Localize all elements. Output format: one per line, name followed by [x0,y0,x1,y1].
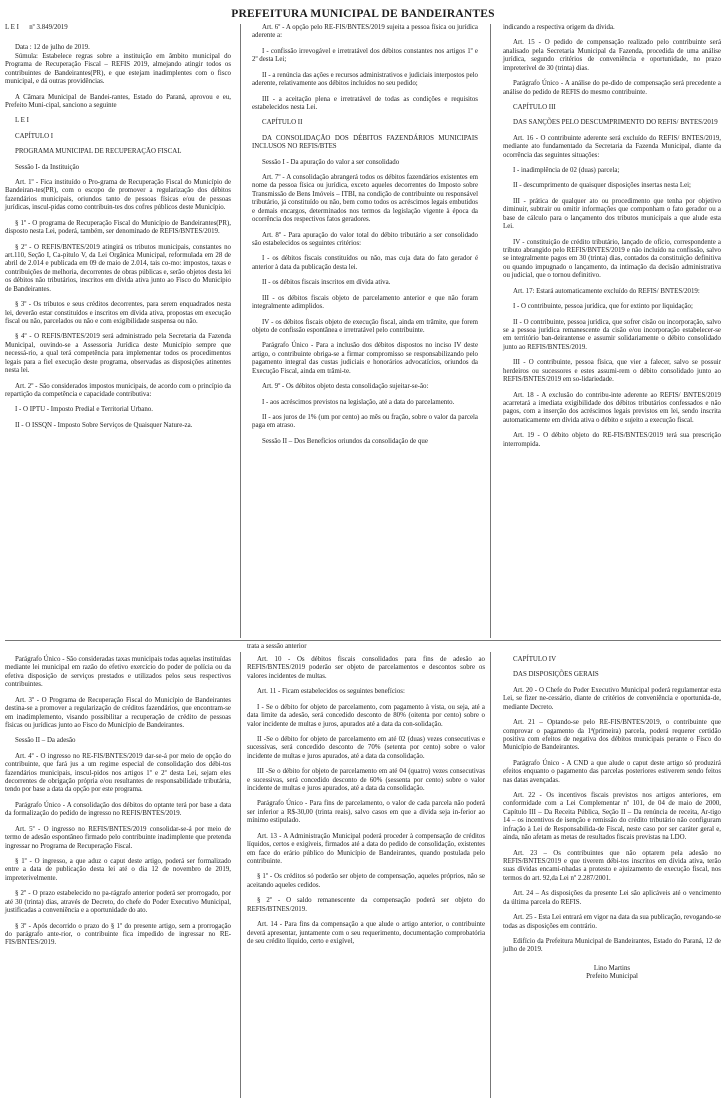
paragraph: § 2º - O saldo remanescente da compensação poderá ser objeto do REFIS/BTNES/2019. [247,897,485,913]
paragraph: § 3º - Após decorrido o prazo do § 1º do presente artigo, sem a prorrogação do parágrafo ante-rior, o contribuinte fica impedido de ingressar no RE-FIS/BNTES/2019. [5,922,231,947]
paragraph: Art. 1º - Fica instituído o Pro-grama de Recuperação Fiscal do Município de Bandeiran-tes(PR), com o escopo de promover a regularização dos débitos fazendários municipais, oriundos tanto de pessoas físicas e/ou de pessoas jurídicas, inscul-pidas como contribuin-tes dos cofres públicos deste Município. [5,179,231,212]
column-4 [5,656,231,955]
paragraph: IV - constituição de crédito tributário, lançado de ofício, correspondente a tributo abrangido pelo REFIS/BNTES/2019 e não incluído na confissão, salvo se integralmente pagos em 30 (trinta) dias, contados da constituição definitiva ou quando impugnado o lançamento, da intimação da decisão administrativa ou judicial, que o tornou definitivo. [503,238,721,280]
chapter-title: DAS DISPOSIÇÕES GERAIS [513,671,599,679]
column-divider [490,652,491,1098]
continuation-line: trata a sessão anterior [247,643,307,650]
masthead: PREFEITURA MUNICIPAL DE BANDEIRANTES [231,8,495,20]
paragraph: § 1º - O programa de Recuperação Fiscal do Município de Bandeirantes(PR), disposto nesta Lei, poderá, também, ser denominado de REFIS/BNTES/2019. [5,219,231,236]
paragraph: Art. 20 - O Chefe do Poder Executivo Municipal poderá regulamentar esta Lei, se fizer ne-cessário, diante de critérios de conveniência e oportunida-de, mediante Decreto. [503,686,721,711]
paragraph: Parágrafo Único - A análise do pe-dido de compensação será precedente a análise do pedido de REFIS do mesmo contribuinte. [503,80,721,96]
paragraph: IV - os débitos fiscais objeto de execução fiscal, ainda em trâmite, que forem objeto de confissão espontânea e irretratável pelo contribuinte. [252,318,478,334]
paragraph: § 4º - O REFIS/BNTES/2019 será administrado pela Secretaria da Fazenda Municipal, ouvindo-se a Assessoria Jurídica deste Município sempre que necessá-rio, a qual terá competência para implementar todos os procedimentos legais para a fiel execução deste programa, observadas as disposições atinentes nesta lei. [5,333,231,375]
chapter-heading: CAPÍTULO III [513,103,556,111]
paragraph: Súmula: Estabelece regras sobre a instituição em âmbito municipal do Programa de Recuperação Fiscal – REFIS 2019, almejando atingir todos os contribuintes de Bandeirantes(PR), e que estejam inadimplentes com o fisco municipal, e dá outras providências. [5,52,231,86]
paragraph: I - O contribuinte, pessoa jurídica, que for extinto por liquidação; [513,303,693,311]
paragraph: Art. 23 – Os contribuintes que não optarem pela adesão no REFIS/BNTES/2019 e que tiverem débi-tos inscritos em dívida ativa, terão suas dívidas encami-nhadas a protesto e ajuizamento de execução fiscal, nos termos do art. 92,da Lei nº 2.287/2001. [503,849,721,882]
paragraph: I - aos acréscimos previstos na legislação, até a data do parcelamento. [262,398,455,406]
signature-title: Prefeito Municipal [586,973,638,981]
paragraph: A Câmara Municipal de Bandei-rantes, Estado do Paraná, aprovou e eu, Prefeito Muni-cipal, sanciono a seguinte [5,93,231,109]
section-heading: Sessão II – Da adesão [15,737,76,745]
paragraph: I - confissão irrevogável e irretratável dos débitos constantes nos artigos 1º e 2º desta Lei; [252,47,478,64]
paragraph: II -Se o débito for objeto de parcelamento em até 02 (duas) vezes consecutivas e sucessivas, será concedido desconto de 70% (setenta por cento) sobre o valor incidente de multas e juros apurados, até a data da consolidação. [247,735,485,760]
paragraph: II - O contribuinte, pessoa jurídica, que sofrer cisão ou incorporação, salvo se a pessoa jurídica remanescente da cisão e/ou incorporação estabelecer-se em território ban-deirantense e assumir solidariamente o débito consolidado junto ao REFIS/BNTES/2019. [503,318,721,351]
chapter-title: PROGRAMA MUNICIPAL DE RECUPERAÇÃO FISCAL [15,148,182,156]
paragraph: I - os débitos fiscais constituídos ou não, mas cuja data do fato gerador é anterior à data da publicação desta lei. [252,255,478,271]
paragraph: Parágrafo Único - Para a inclusão dos débitos dispostos no inciso IV deste artigo, o contribuinte obriga-se a firmar compromisso se responsabilizando pelo pagamento integral das custas judiciais e honorários advocatícios, oriundos da Execução Fiscal, ainda em trâmi-te. [252,342,478,375]
paragraph: Art. 7º - A consolidação abrangerá todos os débitos fazendários existentes em nome da pessoa física ou jurídica, exceto aqueles decorrentes do Imposto sobre Transmissão de Bens Imóveis – ITBI, na condição de contribuinte ou responsável tributário, já constituído ou não, bem como todos os acréscimos legais embutidos e demais encargos, determinados nos termos da legislação vigente à época da ocorrência dos respectivos fatos geradores. [252,174,478,224]
paragraph: Art. 24 – As disposições da presente Lei são aplicáveis até o vencimento da última parcela do REFIS. [503,890,721,906]
section-heading: Sessão II – Dos Benefícios oriundos da consolidação de que [262,437,428,445]
paragraph: § 2º - O prazo estabelecido no pa-rágrafo anterior poderá ser prorrogado, por até 30 (trinta) dias, através de Decreto, do chefe do Poder Executivo Municipal, justificadas a conveniência e a oportunidade do ato. [5,890,231,915]
chapter-heading: CAPÍTULO II [262,119,303,127]
column-5 [247,656,485,953]
paragraph: III - O contribuinte, pessoa física, que vier a falecer, salvo se possuir herdeiros ou sucessores e estes assumi-rem o débito consolidado junto ao REFIS/BNTES/2019 em so-lidariedade. [503,359,721,384]
paragraph: Art. 6º - A opção pelo RE-FIS/BNTES/2019 sujeita a pessoa física ou jurídica aderente a: [252,24,478,40]
paragraph: Art. 10 - Os débitos fiscais consolidados para fins de adesão ao REFIS/BNTES/2019 poderão ser objeto de parcelamentos e descontos sobre os valores incidentes de multas. [247,656,485,680]
paragraph: Art. 18 - A exclusão do contribu-inte aderente ao REFIS/ BNTES/2019 acarretará a imediata exigibilidade dos débitos tributários confessados e não pagos, com a inserção dos acréscimos legais previstos em lei, sendo inscrita automaticamente em dívida ativa o débito e sujeito a execução fiscal. [503,391,721,424]
paragraph: III - prática de qualquer ato ou procedimento que tenha por objetivo diminuir, subtrair ou omitir informações que componham o fato gerador ou a base de cálculo para o lançamento dos tributos municipais a que alude esta Lei. [503,197,721,231]
paragraph: I - Se o débito for objeto de parcelamento, com pagamento à vista, ou seja, até a data limite da adesão, será concedido desconto de 80% (oitenta por cento) sobre o valor incidente de multas e juros, apurados até a data da con-solidação. [247,703,485,728]
column-divider [490,24,491,638]
paragraph: Parágrafo Único - Para fins de parcelamento, o valor de cada parcela não poderá ser inferior a R$-30,00 (trinta reais), salvo casos em que a dívida seja in-ferior ao mínimo estipulado. [247,800,485,825]
paragraph: § 1º - O ingresso, a que aduz o caput deste artigo, poderá ser formalizado entre a data de publicação desta lei até o dia 12 de novembro de 2019, impreterivelmente. [5,858,231,882]
paragraph: Art. 11 - Ficam estabelecidos os seguintes benefícios: [257,688,405,696]
section-heading: Sessão I - Da apuração do valor a ser consolidado [262,158,400,166]
paragraph: Data : 12 de julho de 2019. [15,44,90,52]
paragraph: II - os débitos fiscais inscritos em dívida ativa. [262,279,391,287]
paragraph: II - O ISSQN - Imposto Sobre Serviços de Quaisquer Nature-za. [15,421,193,429]
paragraph: I - O IPTU - Imposto Predial e Territorial Urbano. [15,406,153,414]
section-heading: Sessão I- da Instituição [15,163,80,171]
paragraph: Art. 19 - O débito objeto do RE-FIS/BNTES/2019 terá sua prescrição interrompida. [503,432,721,448]
paragraph: § 1º - Os créditos só poderão ser objeto de compensação, aqueles próprios, não se aceitando aqueles cedidos. [247,873,485,889]
law-number: L E I nº 3.849/2019 [5,24,68,31]
paragraph: Art. 3º - O Programa de Recuperação Fiscal do Município de Bandeirantes destina-se a promover a regularização de créditos fazendários, que encontram-se em inadimplemento, visando possibilitar a recuperação de crédito de pessoas físicas ou jurídicas junto ao Fisco do Município de Bandeirantes. [5,696,231,729]
paragraph: Art. 5º - O ingresso no REFIS/BNTES/2019 consolidar-se-á por meio de termo de adesão espontâneo firmado pelo contribuinte inadimplente que pretenda ingressar no Programa de Recuperação Fiscal. [5,825,231,850]
chapter-heading: CAPÍTULO IV [513,656,557,663]
paragraph: Parágrafo Único - A CND a que alude o caput deste artigo só produzirá efeitos enquanto o pagamento das parcelas posteriores estiverem sendo feitos nas datas avençadas. [503,759,721,784]
column-divider [240,24,241,638]
paragraph: III - a aceitação plena e irretratável de todas as condições e requisitos estabelecidos nesta Lei. [252,95,478,111]
paragraph: III -Se o débito for objeto de parcelamento em até 04 (quatro) vezes consecutivas e sucessivas, será concedido desconto de 60% (sessenta por cento) sobre o valor incidente de multas e juros apurados, até a data da consolidação. [247,768,485,793]
paragraph: Parágrafo Único - A consolidação dos débitos do optante terá por base a data da formalização do pedido de ingresso no REFIS/BNTES/2019. [5,801,231,818]
column-1 [5,24,231,437]
chapter-heading: CAPÍTULO I [15,132,54,140]
paragraph: Art. 14 - Para fins da compensação a que alude o artigo anterior, o contribuinte deverá apresentar, juntamente com o seu requerimento, documentação comprobatória de seu crédito líquido, certo e exigível, [247,921,485,945]
paragraph: Art. 4º - O ingresso no RE-FIS/BNTES/2019 dar-se-á por meio de opção do contribuinte, que fará jus a um regime especial de consolidação dos débi-tos fazendários municipais, inscul-pidos nos artigos 1º e 2º desta Lei, sejam eles decorrentes de obrigação própria e/ou resultantes de responsabilidade tributária, tendo por base a data da opção por este programa. [5,752,231,794]
paragraph: Art. 8º - Para apuração do valor total do débito tributário a ser consolidado são estabelecidos os seguintes critérios: [252,231,478,248]
paragraph: II - aos juros de 1% (um por cento) ao mês ou fração, sobre o valor da parcela paga em atraso. [252,413,478,430]
paragraph: II - descumprimento de quaisquer disposições insertas nesta Lei; [513,182,691,190]
chapter-title: DAS SANÇÕES PELO DESCUMPRIMENTO DO REFIS/ BNTES/2019 [513,119,718,127]
column-divider [240,652,241,1098]
paragraph: L E I [15,117,29,125]
signature-name: Lino Martins [593,964,631,972]
column-3 [503,24,721,456]
section-divider [5,640,721,641]
paragraph: indicando a respectiva origem da dívida. [503,24,615,31]
paragraph: Art. 22 - Os incentivos fiscais previstos nos artigos anteriores, em conformidade com a Lei Complementar nº 101, de 04 de maio de 2000, Capítulo III – Da Receita Pública, Seção II – Da renúncia de receita, Ar-tigo 14 – os incentivos de isenção e remissão do crédito tributário não configuram infração à Lei de Responsabilida-de Fiscal, neste caso por ser caráter geral e, ainda, não afetam as metas de resultados fiscais previstas na LDO. [503,792,721,842]
paragraph: II - a renúncia das ações e recursos administrativos e judiciais interpostos pelo aderente, relativamente aos débitos incluídos no seu pedido; [252,71,478,88]
paragraph: Art. 16 - O contribuinte aderente será excluído do REFIS/ BNTES/2019, mediante ato fundamentado da Secretaria da Fazenda Municipal, diante da ocorrência das seguintes situações: [503,134,721,159]
column-6 [503,656,721,989]
chapter-title: DA CONSOLIDAÇÃO DOS DÉBITOS FAZENDÁRIOS MUNICIPAIS INCLUSOS NO REFIS/BTES [252,134,478,151]
paragraph: Art. 25 - Esta Lei entrará em vigor na data da sua publicação, revogando-se todas as disposições em contrário. [503,914,721,930]
paragraph: Art. 2º - São considerados impostos municipais, de acordo com o princípio da repartição da competência e capacidade contributiva: [5,382,231,398]
paragraph: Art. 15 - O pedido de compensação realizado pelo contribuinte será analisado pela Secretaria Municipal da Fazenda, procedida de uma análise jurídica, segundo critérios de conveniência e oportunidade, no prazo impreterível de 30 (trinta) dias. [503,39,721,72]
paragraph: § 2º - O REFIS/BNTES/2019 atingirá os tributos municipais, constantes no art.110, Seção I, Ca-pítulo V, da Lei Orgânica Municipal, reformulada em 28 de abril de 2.014 e publicada em 09 de maio de 2.014, tais co-mo: impostos, taxas e contribuições de melhoria, decorrentes de obras públicas e, serão objetos desta lei os débitos não tributários, inscritos em dívida ativa junto ao Fisco do Município de Bandeirantes. [5,243,231,293]
paragraph: Edifício da Prefeitura Municipal de Bandeirantes, Estado do Paraná, 12 de julho de 2019. [503,937,721,954]
paragraph: § 3º - Os tributos e seus créditos decorrentes, para serem enquadrados nesta lei, deverão estar constituídos e inscritos em dívida ativa, propostas em execução fiscal ou não, parcelados ou não e com exigibilidade suspensa ou não. [5,301,231,325]
paragraph: Parágrafo Único - São consideradas taxas municipais todas aquelas instituídas mediante lei municipal em razão do efetivo exercício do poder de polícia ou da efetiva disposição de serviços prestados e utilizados pelos seus respectivos contribuintes. [5,656,231,689]
column-2 [252,24,478,453]
paragraph: III - os débitos fiscais objeto de parcelamento anterior e que não foram integralmente adimplidos. [252,294,478,311]
paragraph: Art. 9º - Os débitos objeto desta consolidação sujeitar-se-ão: [262,383,429,391]
paragraph: I - inadimplência de 02 (duas) parcela; [513,167,620,175]
paragraph: Art. 21 – Optando-se pelo RE-FIS/BNTES/2019, o contribuinte que comprovar o pagamento da 1ª(primeira) parcela, poderá requerer certidão positiva com efeitos de negativa dos débitos municipais perante o Fisco do Município de Bandeirantes. [503,719,721,752]
paragraph: Art. 13 - A Administração Municipal poderá proceder à compensação de créditos líquidos, certos e exigíveis, firmados até a data do pedido de consolidação, existentes em face do erário público do Município de Bandeirantes, quando postulada pelo contribuinte. [247,832,485,866]
paragraph: Art. 17: Estará automaticamente excluído do REFIS/ BNTES/2019: [513,287,700,295]
